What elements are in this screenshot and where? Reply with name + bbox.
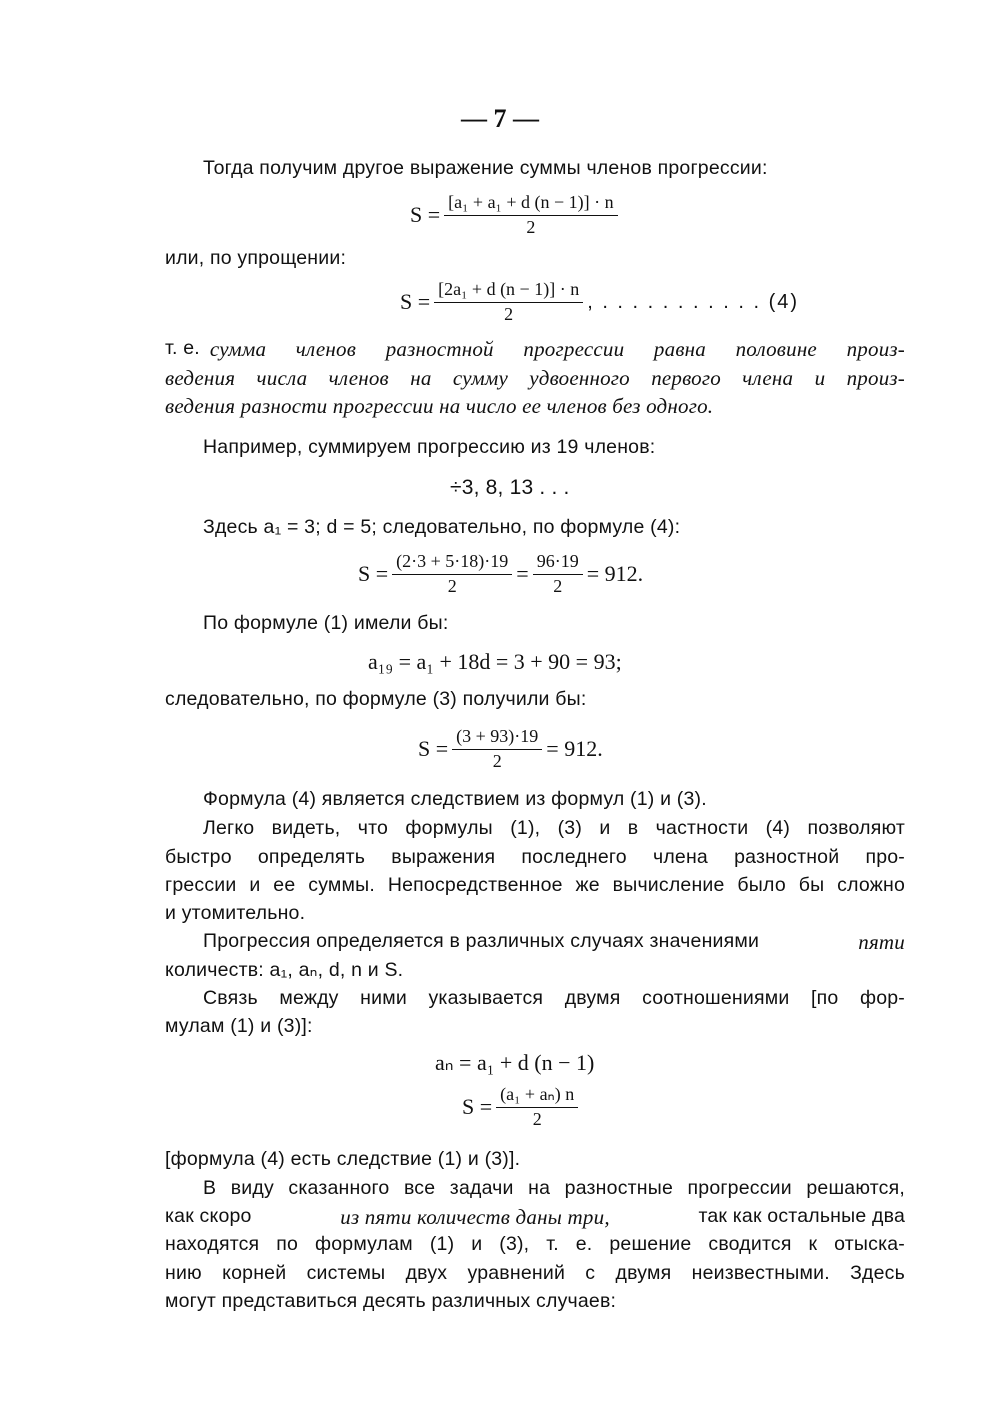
text-line: В виду сказанного все задачи на разностные прогрессии решаются, — [203, 1177, 905, 1199]
text-line: [формула (4) есть следствие (1) и (3)]. — [165, 1148, 521, 1170]
text-line: могут представиться десять различных случаев: — [165, 1290, 617, 1312]
italic-text: сумма членов разностной прогрессии равна половине произ- — [209, 337, 905, 361]
numerator: [2a₁ + d (n − 1)] · n — [434, 279, 583, 303]
text-line: Например, суммируем прогрессию из 19 членов: — [203, 436, 656, 458]
text-line — [165, 337, 905, 362]
formula-result: = 912. — [546, 736, 603, 761]
fraction — [434, 279, 583, 325]
fraction — [533, 551, 583, 597]
denominator: 2 — [532, 1109, 542, 1129]
formula-an: aₙ = a₁ + d (n − 1) — [435, 1050, 595, 1075]
fraction — [392, 551, 512, 597]
numerator: (2·3 + 5·18)·19 — [392, 551, 512, 575]
text-line: грессии и ее суммы. Непосредственное же вычисление было бы сложно — [165, 874, 905, 896]
text-line: Здесь a₁ = 3; d = 5; следовательно, по формуле (4): — [203, 516, 681, 538]
numerator: [a₁ + a₁ + d (n − 1)] · n — [444, 192, 617, 216]
formula-lhs: S = — [462, 1094, 493, 1119]
text-line: Связь между ними указывается двумя соотношениями [по фор- — [203, 987, 905, 1009]
text-line: находятся по формулам (1) и (3), т. е. решение сводится к отыска- — [165, 1233, 905, 1255]
formula-sum-4 — [400, 279, 799, 325]
progression-terms: ÷3, 8, 13 . . . — [450, 476, 570, 499]
formula-sum-an — [462, 1084, 582, 1130]
text-line: следовательно, по формуле (3) получили бы: — [165, 688, 587, 710]
text-line: нию корней системы двух уравнений с двумя неизвестными. Здесь — [165, 1262, 905, 1284]
fraction — [452, 726, 542, 772]
denominator: 2 — [504, 304, 514, 324]
formula-a19: a₁₉ = a₁ + 18d = 3 + 90 = 93; — [368, 649, 622, 674]
text-line: или, по упрощении: — [165, 247, 347, 269]
formula-lhs: S = — [418, 736, 449, 761]
text-line: и утомительно. — [165, 902, 306, 924]
numerator: (a₁ + aₙ) n — [496, 1084, 578, 1108]
numerator: 96·19 — [533, 551, 583, 575]
formula-number: , . . . . . . . . . . . (4) — [587, 290, 800, 313]
italic-text: пяти — [858, 930, 905, 954]
text-line: мулам (1) и (3)]: — [165, 1015, 313, 1037]
numerator: (3 + 93)·19 — [452, 726, 542, 750]
fraction — [496, 1084, 578, 1130]
text-line: количеств: a₁, aₙ, d, n и S. — [165, 959, 404, 981]
formula-result: = 912. — [586, 561, 644, 586]
formula-example-sum — [358, 551, 643, 597]
text-line — [165, 1205, 905, 1230]
formula-lhs: S = — [358, 561, 389, 586]
denominator: 2 — [526, 217, 536, 237]
text-line — [203, 930, 905, 955]
formula-lhs: S = — [410, 202, 441, 227]
text-line: Формула (4) является следствием из формул (1) и (3). — [203, 788, 707, 810]
text-span: так как остальные два — [698, 1205, 905, 1227]
italic-line: ведения числа членов на сумму удвоенного первого члена и произ- — [165, 366, 905, 390]
text-span: т. е. — [165, 337, 200, 359]
formula-sum-1 — [410, 192, 622, 238]
denominator: 2 — [553, 576, 563, 596]
text-line: Легко видеть, что формулы (1), (3) и в частности (4) позволяют — [203, 817, 905, 839]
denominator: 2 — [447, 576, 457, 596]
formula-lhs: S = — [400, 289, 431, 314]
text-span: Прогрессия определяется в различных случаях значениями — [203, 930, 760, 952]
fraction — [444, 192, 617, 238]
text-line: По формуле (1) имели бы: — [203, 612, 449, 634]
italic-line: ведения разности прогрессии на число ее членов без одного. — [165, 394, 714, 418]
text-line: Тогда получим другое выражение суммы членов прогрессии: — [203, 157, 768, 179]
text-span: как скоро — [165, 1205, 252, 1227]
equals: = — [516, 561, 529, 586]
italic-text: из пяти количеств даны три, — [340, 1205, 610, 1229]
page-number: — 7 — — [461, 104, 539, 133]
formula-sum-3 — [418, 726, 603, 772]
text-line: быстро определять выражения последнего члена разностной про- — [165, 846, 905, 868]
denominator: 2 — [492, 751, 502, 771]
